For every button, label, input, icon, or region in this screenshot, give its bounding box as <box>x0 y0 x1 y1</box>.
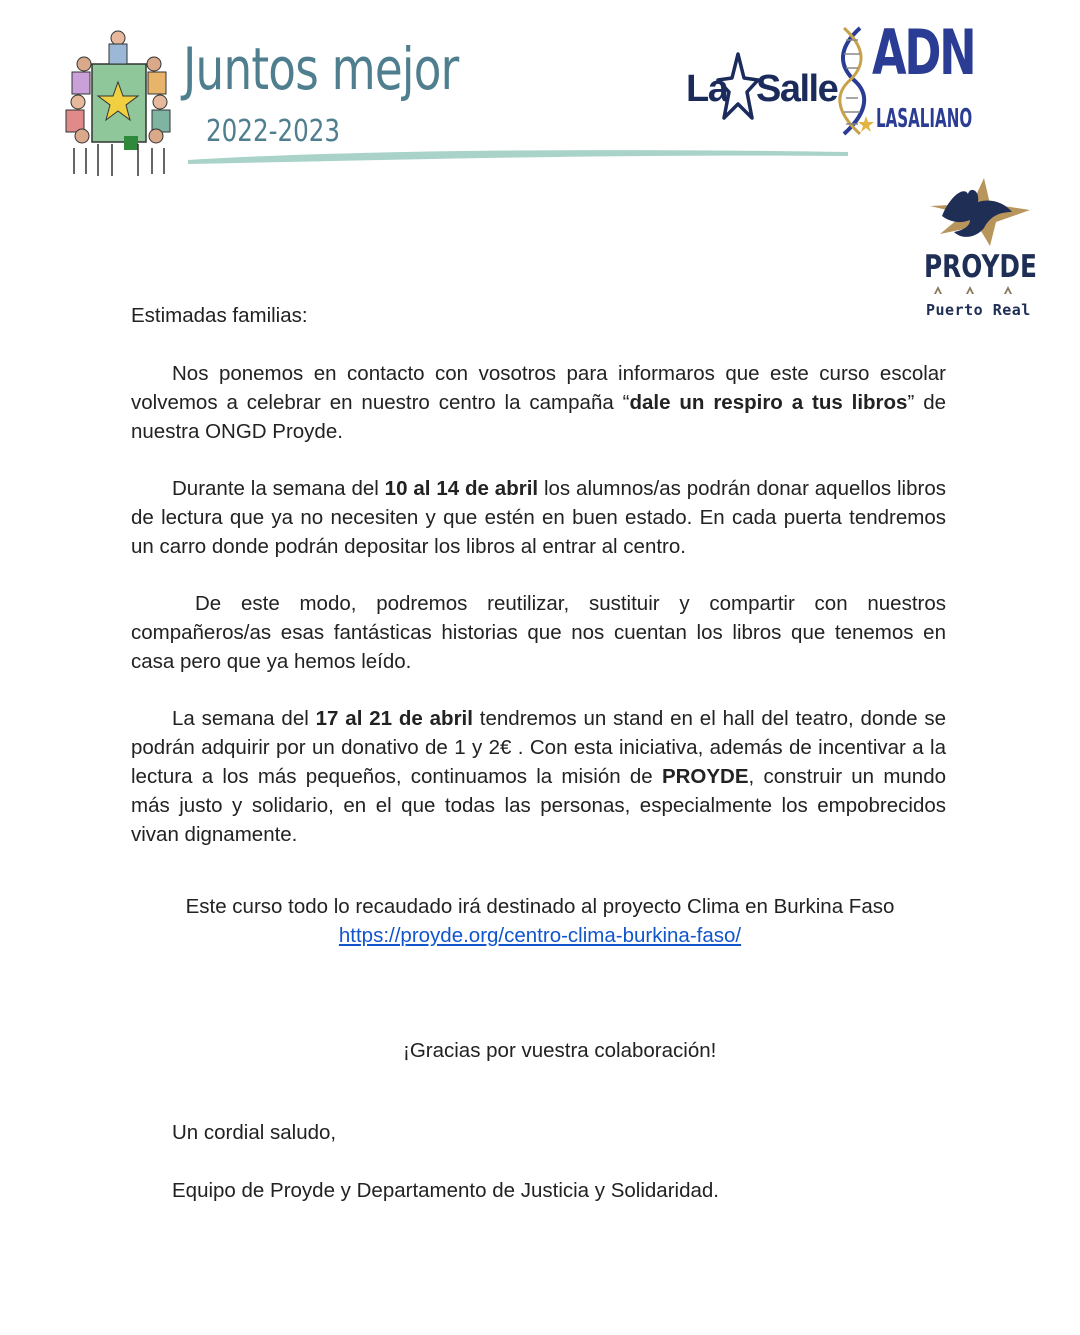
paragraph-stand-week <box>131 704 946 849</box>
paragraph-reuse-text: De este modo, podremos reutilizar, sustituir y compartir con nuestros compañeros/as esas fantásticas historias que nos cuentan los libros que tenemos en casa pero que ya hemos leído. <box>131 592 946 673</box>
paragraph-intro <box>131 359 946 446</box>
signature-line: Equipo de Proyde y Departamento de Justicia y Solidaridad. <box>172 1179 719 1202</box>
la-salle-logo-la: La <box>686 68 728 110</box>
destination-block <box>110 892 970 950</box>
donation-dates: 10 al 14 de abril <box>384 477 539 500</box>
closing-line: Un cordial saludo, <box>172 1121 337 1144</box>
adn-title: ADN <box>872 16 975 89</box>
paragraph-stand-middle: tendremos un stand en el hall del teatro, donde se podrán adquirir por un donativo de 1 y 2€ . Con esta iniciativa, además de incentivar a la lectura a los más pequeños, continuamos la misión de <box>131 707 947 788</box>
juntos-mejor-title: Juntos mejor <box>183 35 459 103</box>
paragraph-donation-text: Durante la semana del <box>172 477 385 500</box>
adn-lasaliano-logo <box>836 16 975 138</box>
paragraph-intro-end: ” de nuestra ONGD Proyde. <box>131 391 946 443</box>
thanks-line: ¡Gracias por vuestra colaboración! <box>403 1039 717 1062</box>
project-link[interactable]: https://proyde.org/centro-clima-burkina-faso/ <box>338 924 742 947</box>
proyde-ornament-icon <box>928 284 1024 296</box>
paragraph-reuse <box>131 589 946 676</box>
juntos-mejor-year: 2022-2023 <box>206 114 341 149</box>
stand-dates: 17 al 21 de abril <box>315 707 473 730</box>
campaign-name: dale un respiro a tus libros <box>629 391 908 414</box>
proyde-dove-icon <box>920 176 1032 252</box>
destination-text: Este curso todo lo recaudado irá destinado al proyecto Clima en Burkina Faso <box>185 895 895 918</box>
proyde-location: Puerto Real <box>926 301 1031 319</box>
paragraph-donation-week <box>131 474 946 561</box>
proyde-mission-name: PROYDE <box>661 765 749 788</box>
proyde-name: PROYDE <box>924 249 1037 285</box>
paragraph-stand-end: , construir un mundo más justo y solidario, en el que todas las personas, especialmente los empobrecidos vivan dignamente. <box>131 765 946 846</box>
la-salle-star-icon <box>716 52 760 124</box>
adn-subtitle: LASALIANO <box>876 104 973 134</box>
juntos-mejor-emblem <box>62 24 174 180</box>
paragraph-intro-text: Nos ponemos en contacto con vosotros para informaros que este curso escolar volvemos a celebrar en nuestro centro la campaña “ <box>131 362 946 414</box>
paragraph-stand-text: La semana del <box>172 707 316 730</box>
la-salle-logo <box>684 46 838 126</box>
gold-star-icon <box>858 116 874 132</box>
paragraph-donation-end: los alumnos/as podrán donar aquellos libros de lectura que ya no necesiten y que estén en buen estado. En cada puerta tendremos un carro donde podrán depositar los libros al entrar al centro. <box>131 477 946 558</box>
greeting: Estimadas familias: <box>131 304 308 327</box>
header-swoosh-divider <box>188 146 848 168</box>
la-salle-logo-salle: Salle <box>756 68 838 110</box>
